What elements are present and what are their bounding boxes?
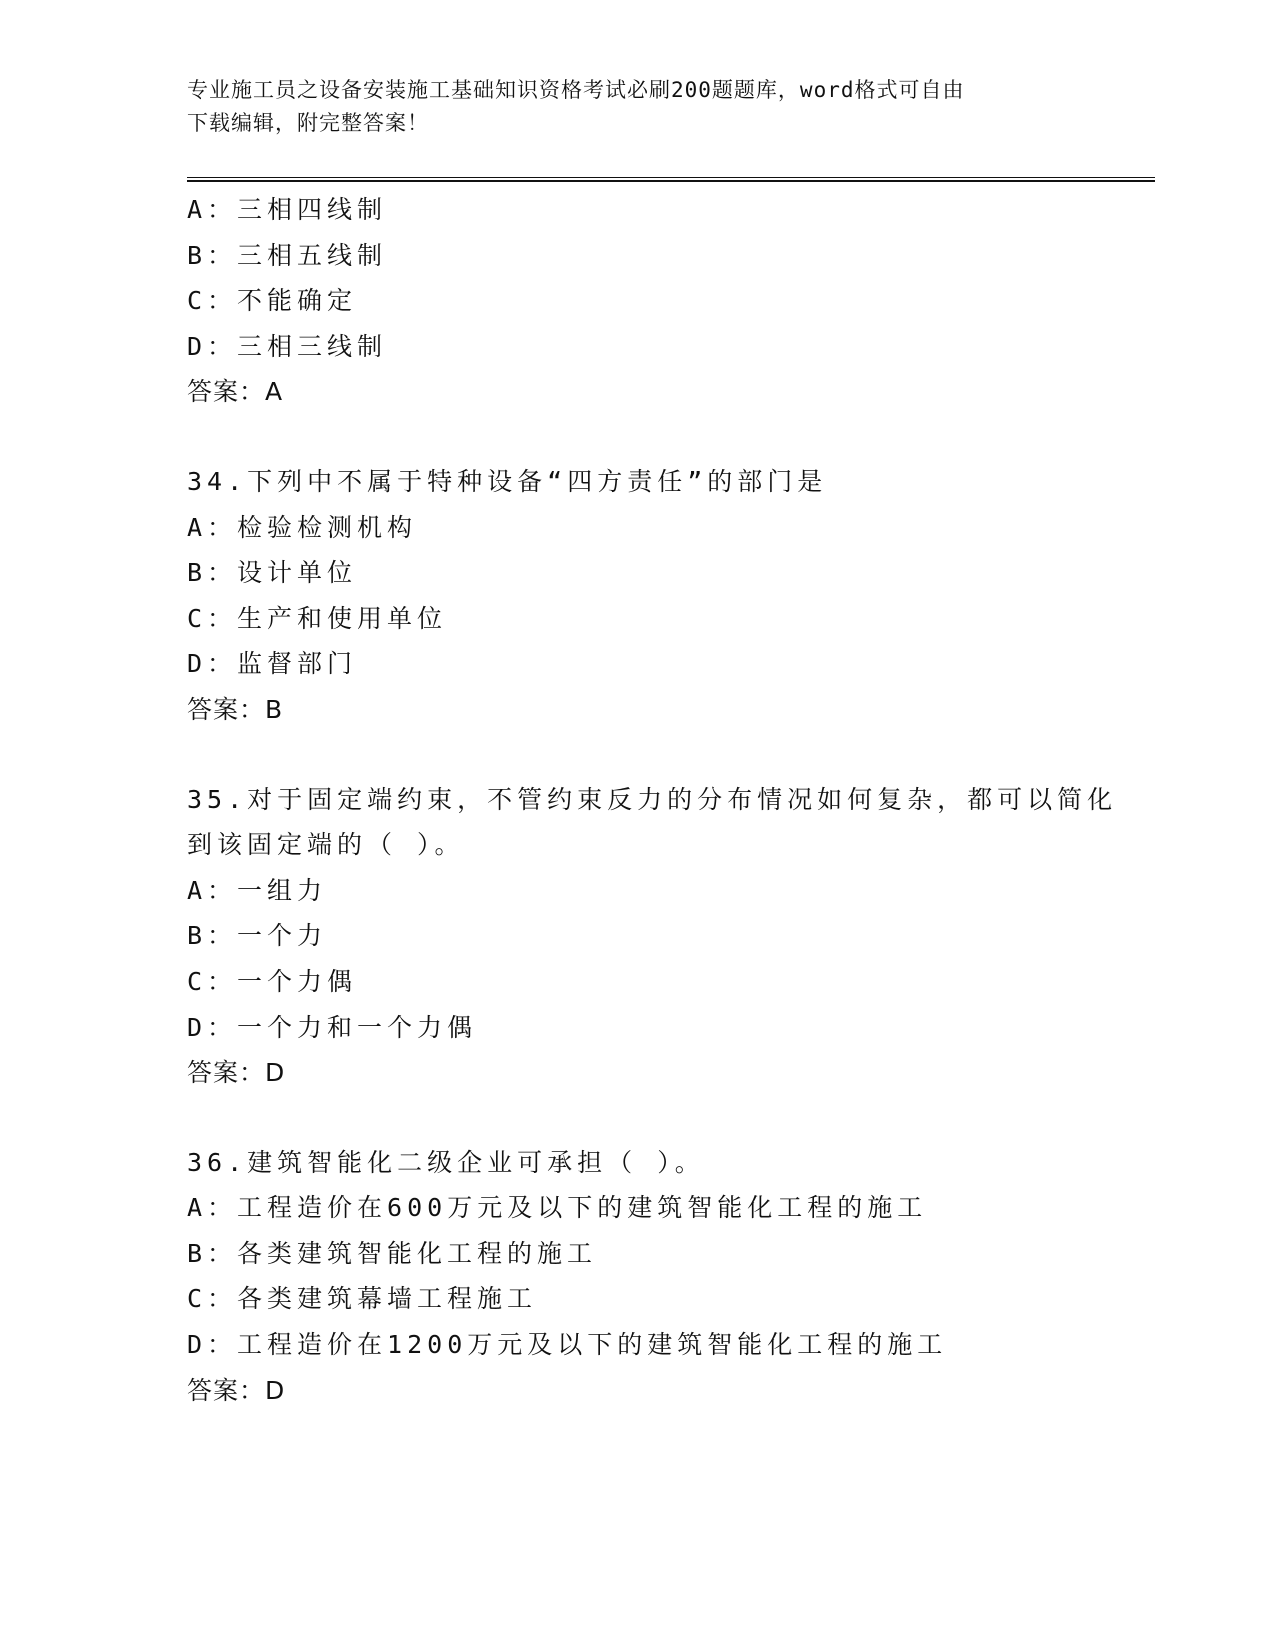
option-c: C：生产和使用单位 — [187, 603, 448, 633]
option-a: A：检验检测机构 — [187, 512, 418, 542]
spacer — [187, 415, 1137, 459]
option-c: C：不能确定 — [187, 286, 358, 316]
header-divider — [187, 177, 1155, 182]
question-33 — [187, 187, 1137, 415]
option-c: C：各类建筑幕墙工程施工 — [187, 1284, 538, 1314]
option-d: D：监督部门 — [187, 649, 358, 679]
header-line-1: 专业施工员之设备安装施工基础知识资格考试必刷200题题库，word格式可自由 — [187, 78, 965, 102]
document-header — [187, 74, 1087, 140]
question-text-continued: 到该固定端的（ ）。 — [187, 830, 465, 860]
option-a: A：工程造价在600万元及以下的建筑智能化工程的施工 — [187, 1193, 928, 1223]
option-a: A：一组力 — [187, 875, 328, 905]
question-35 — [187, 777, 1137, 1096]
question-text: 34.下列中不属于特种设备“四方责任”的部门是 — [187, 466, 828, 496]
answer: 答案：D — [187, 1058, 286, 1088]
question-text: 36.建筑智能化二级企业可承担（ ）。 — [187, 1147, 705, 1177]
answer: 答案：A — [187, 377, 284, 407]
question-36 — [187, 1140, 1137, 1414]
option-d: D：工程造价在1200万元及以下的建筑智能化工程的施工 — [187, 1330, 948, 1360]
option-b: B：设计单位 — [187, 558, 358, 588]
option-a: A：三相四线制 — [187, 195, 388, 224]
option-b: B：一个力 — [187, 921, 328, 951]
answer: 答案：B — [187, 694, 284, 724]
option-d: D：一个力和一个力偶 — [187, 1012, 478, 1042]
question-34 — [187, 459, 1137, 733]
header-line-2: 下载编辑，附完整答案！ — [187, 111, 429, 135]
option-b: B：三相五线制 — [187, 240, 388, 270]
question-list — [187, 187, 1137, 1413]
spacer — [187, 1096, 1137, 1140]
answer: 答案：D — [187, 1375, 286, 1405]
spacer — [187, 733, 1137, 777]
option-b: B：各类建筑智能化工程的施工 — [187, 1238, 598, 1268]
option-d: D：三相三线制 — [187, 331, 388, 361]
option-c: C：一个力偶 — [187, 966, 358, 996]
question-text: 35.对于固定端约束，不管约束反力的分布情况如何复杂，都可以简化 — [187, 784, 1118, 814]
